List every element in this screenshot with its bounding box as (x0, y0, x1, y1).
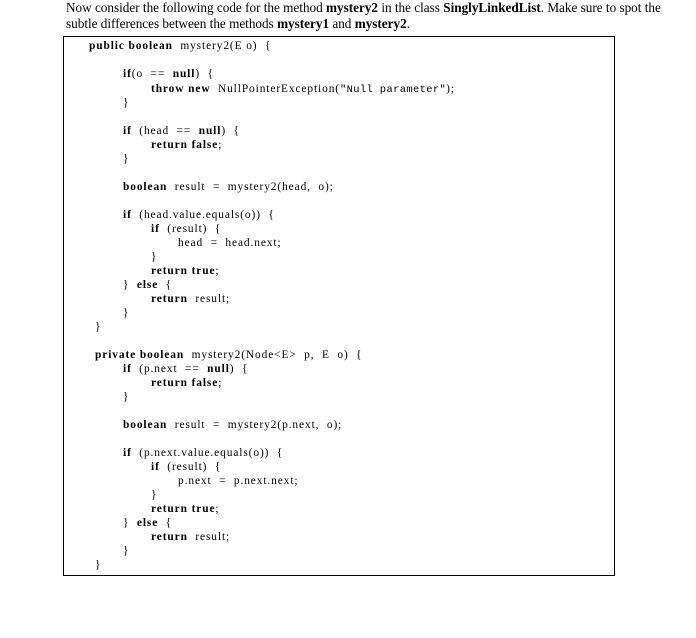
code-text: ; (215, 265, 220, 277)
code-line (151, 460, 221, 474)
code-line (123, 516, 172, 530)
code-keyword: public boolean (89, 40, 173, 52)
code-line (123, 362, 248, 376)
code-line (151, 264, 220, 278)
code-text: p.next = p.next.next; (178, 475, 299, 487)
code-line (123, 208, 275, 222)
code-keyword: return true (151, 265, 216, 277)
code-text: } (123, 545, 130, 557)
code-line (151, 138, 222, 152)
code-line (178, 236, 282, 250)
code-text: } (123, 307, 130, 319)
code-line (95, 558, 101, 572)
code-text: (p.next == (131, 363, 208, 375)
code-block (64, 37, 455, 571)
code-line (123, 124, 240, 138)
code-line (178, 474, 298, 488)
code-text: head = head.next; (178, 237, 282, 249)
code-keyword: null (172, 68, 196, 80)
code-keyword: return (151, 531, 188, 543)
code-line (123, 278, 172, 292)
code-text: } (95, 321, 102, 333)
intro-text: in the class (378, 0, 444, 15)
code-keyword: if (123, 363, 132, 375)
code-keyword: return false (151, 377, 219, 389)
code-keyword: if (123, 209, 132, 221)
code-text: ) { (229, 363, 249, 375)
code-text: (result) { (159, 223, 222, 235)
code-text: mystery2(Node<E> p, E o) { (184, 349, 363, 361)
code-line (151, 82, 455, 96)
code-line (123, 418, 342, 432)
code-string: "Null parameter" (340, 84, 447, 96)
code-text: result = mystery2(head, o); (167, 181, 334, 193)
code-line (123, 544, 129, 558)
intro-text: and (329, 16, 355, 31)
code-text: } (123, 391, 130, 403)
code-text: } (151, 489, 158, 501)
code-keyword: else (136, 279, 159, 291)
code-line (89, 39, 271, 53)
code-keyword: return true (151, 503, 216, 515)
code-keyword: if (123, 447, 132, 459)
code-text: { (158, 517, 173, 529)
code-text: (head == (131, 125, 199, 137)
code-keyword: if (123, 125, 132, 137)
code-text: ); (446, 83, 455, 95)
intro-paragraph (66, 0, 666, 32)
code-keyword: if (151, 223, 160, 235)
code-text: { (158, 279, 173, 291)
code-text: ) { (221, 125, 240, 137)
code-text: } (151, 251, 158, 263)
code-line (95, 348, 363, 362)
code-text: result = mystery2(p.next, o); (167, 419, 343, 431)
code-keyword: return (151, 293, 188, 305)
code-line (151, 292, 230, 306)
intro-text: . Make sure to spot the subtle differences between the methods (66, 0, 661, 31)
code-text: ; (215, 503, 220, 515)
code-line (123, 390, 129, 404)
code-keyword: if (151, 461, 160, 473)
code-keyword: if (123, 68, 132, 80)
code-text: NullPointerException( (210, 83, 340, 95)
code-text: result; (187, 531, 231, 543)
code-line (95, 320, 101, 334)
code-line (123, 446, 283, 460)
code-line (123, 306, 129, 320)
code-line (123, 67, 214, 81)
code-listing-box (63, 36, 615, 576)
code-text: (result) { (159, 461, 222, 473)
code-keyword: throw new (151, 83, 211, 95)
code-keyword: null (198, 125, 222, 137)
code-keyword: boolean (123, 419, 168, 431)
code-text: mystery2(E o) { (172, 40, 272, 52)
code-line (123, 152, 129, 166)
code-text: } (123, 279, 137, 291)
code-text: ) { (195, 68, 214, 80)
code-line (151, 488, 157, 502)
code-line (123, 96, 129, 110)
class-name: SinglyLinkedList (443, 0, 541, 15)
code-keyword: else (136, 517, 159, 529)
intro-text: . (406, 16, 410, 31)
code-text: } (123, 153, 130, 165)
code-text: } (95, 559, 102, 571)
code-text: } (123, 97, 130, 109)
code-text: (head.value.equals(o)) { (131, 209, 275, 221)
code-keyword: null (207, 363, 230, 375)
code-line (151, 250, 157, 264)
code-text: result; (187, 293, 231, 305)
method-name-mystery1: mystery1 (277, 16, 330, 31)
code-text: (o == (131, 68, 173, 80)
code-keyword: private boolean (95, 349, 185, 361)
code-text: } (123, 517, 137, 529)
code-line (151, 376, 222, 390)
code-text: ; (218, 139, 223, 151)
code-text: ; (218, 377, 223, 389)
code-line (151, 530, 230, 544)
intro-text: Now consider the following code for the method (66, 0, 327, 15)
method-name-mystery2-second: mystery2 (354, 16, 407, 31)
code-line (151, 222, 221, 236)
code-line (123, 180, 334, 194)
code-keyword: return false (151, 139, 219, 151)
code-line (151, 502, 220, 516)
method-name-mystery2: mystery2 (326, 0, 379, 15)
code-text: (p.next.value.equals(o)) { (131, 447, 284, 459)
code-keyword: boolean (123, 181, 168, 193)
